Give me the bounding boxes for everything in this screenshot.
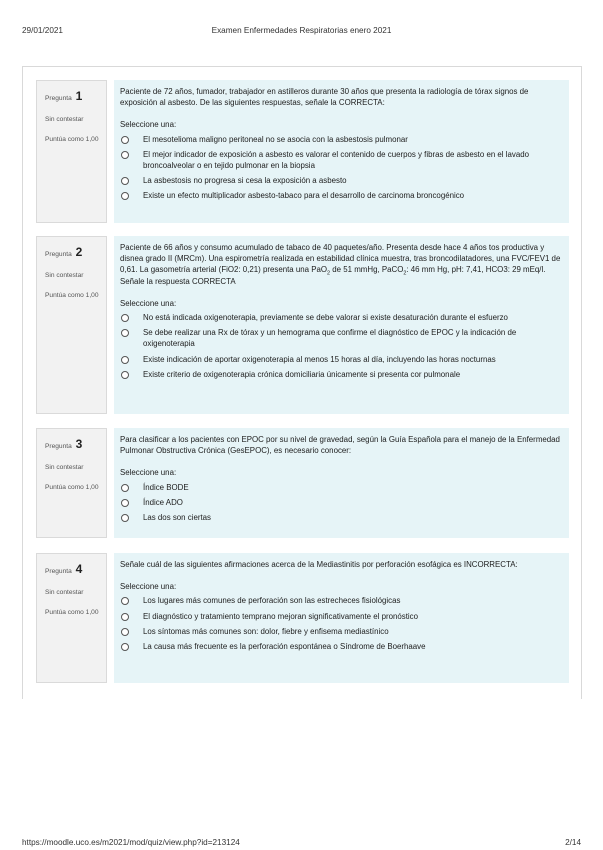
- answer-option[interactable]: Existe indicación de aportar oxigenoterapia al menos 15 horas al día, incluyendo las horas nocturnas: [120, 354, 563, 365]
- radio-icon[interactable]: [121, 643, 129, 651]
- question-state: Sin contestar: [45, 464, 84, 471]
- question-mark: Puntúa como 1,00: [45, 292, 99, 299]
- question-4: [36, 553, 569, 683]
- answer-option[interactable]: Existe criterio de oxigenoterapia crónica domiciliaria únicamente si presenta cor pulmonale: [120, 369, 563, 380]
- question-content: [114, 553, 569, 683]
- radio-icon[interactable]: [121, 151, 129, 159]
- question-number: 1: [75, 89, 83, 103]
- radio-icon[interactable]: [121, 177, 129, 185]
- question-mark: Puntúa como 1,00: [45, 484, 99, 491]
- answer-list: [120, 482, 563, 524]
- radio-icon[interactable]: [121, 484, 129, 492]
- answer-prompt: Seleccione una:: [120, 582, 177, 592]
- question-1: [36, 80, 569, 223]
- radio-icon[interactable]: [121, 314, 129, 322]
- question-number: 4: [75, 562, 83, 576]
- answer-option[interactable]: Índice BODE: [120, 482, 563, 493]
- question-state: Sin contestar: [45, 589, 84, 596]
- answer-option[interactable]: La asbestosis no progresa si cesa la exposición a asbesto: [120, 175, 563, 186]
- answer-option[interactable]: Se debe realizar una Rx de tórax y un hemograma que confirme el diagnóstico de EPOC y la indicación de oxigenoterapia: [120, 327, 563, 349]
- question-mark: Puntúa como 1,00: [45, 609, 99, 616]
- question-text: Para clasificar a los pacientes con EPOC por su nivel de gravedad, según la Guía Española para el manejo de la Enfermedad Pulmonar Obstructiva Crónica (GesEPOC), es necesario conocer:: [120, 435, 560, 456]
- radio-icon[interactable]: [121, 192, 129, 200]
- radio-icon[interactable]: [121, 356, 129, 364]
- radio-icon[interactable]: [121, 597, 129, 605]
- answer-option[interactable]: El mesotelioma maligno peritoneal no se asocia con la asbestosis pulmonar: [120, 134, 563, 145]
- radio-icon[interactable]: [121, 329, 129, 337]
- radio-icon[interactable]: [121, 628, 129, 636]
- question-content: [114, 80, 569, 223]
- answer-prompt: Seleccione una:: [120, 298, 177, 308]
- question-content: [114, 236, 569, 414]
- answer-prompt: Seleccione una:: [120, 120, 177, 130]
- print-date: 29/01/2021: [22, 26, 63, 35]
- answer-list: [120, 595, 563, 652]
- question-label: Pregunta 1: [45, 89, 83, 103]
- question-text: Señale cuál de las siguientes afirmaciones acerca de la Mediastinitis por perforación esofágica es INCORRECTA:: [120, 560, 518, 569]
- question-info: [36, 236, 107, 414]
- question-info: [36, 80, 107, 223]
- question-number: 2: [75, 245, 83, 259]
- print-page-number: 2/14: [565, 838, 581, 847]
- answer-option[interactable]: Los síntomas más comunes son: dolor, fiebre y enfisema mediastínico: [120, 626, 563, 637]
- answer-option[interactable]: El diagnóstico y tratamiento temprano mejoran significativamente el pronóstico: [120, 611, 563, 622]
- answer-option[interactable]: No está indicada oxigenoterapia, previamente se debe valorar si existe desaturación durante el esfuerzo: [120, 312, 563, 323]
- radio-icon[interactable]: [121, 136, 129, 144]
- radio-icon[interactable]: [121, 514, 129, 522]
- print-footer: [22, 838, 581, 850]
- question-state: Sin contestar: [45, 272, 84, 279]
- question-info: [36, 428, 107, 538]
- answer-option[interactable]: El mejor indicador de exposición a asbesto es valorar el contenido de cuerpos y fibras de asbesto en el lavado broncoalveolar o en tejido pulmonar en la biopsia: [120, 149, 563, 171]
- question-label: Pregunta 3: [45, 437, 83, 451]
- answer-option[interactable]: Índice ADO: [120, 497, 563, 508]
- answer-option[interactable]: Los lugares más comunes de perforación son las estrecheces fisiológicas: [120, 595, 563, 606]
- question-content: [114, 428, 569, 538]
- answer-prompt: Seleccione una:: [120, 468, 177, 478]
- radio-icon[interactable]: [121, 613, 129, 621]
- radio-icon[interactable]: [121, 499, 129, 507]
- question-label: Pregunta 2: [45, 245, 83, 259]
- print-url: https://moodle.uco.es/m2021/mod/quiz/view.php?id=213124: [22, 838, 240, 847]
- answer-option[interactable]: La causa más frecuente es la perforación espontánea o Síndrome de Boerhaave: [120, 641, 563, 652]
- question-number: 3: [75, 437, 83, 451]
- radio-icon[interactable]: [121, 371, 129, 379]
- question-3: [36, 428, 569, 538]
- question-info: [36, 553, 107, 683]
- question-label: Pregunta 4: [45, 562, 83, 576]
- question-mark: Puntúa como 1,00: [45, 136, 99, 143]
- question-2: [36, 236, 569, 414]
- answer-list: [120, 312, 563, 380]
- answer-list: [120, 134, 563, 202]
- answer-option[interactable]: Existe un efecto multiplicador asbesto-tabaco para el desarrollo de carcinoma broncogénico: [120, 190, 563, 201]
- answer-option[interactable]: Las dos son ciertas: [120, 512, 563, 523]
- print-title: Examen Enfermedades Respiratorias enero 2021: [211, 26, 392, 35]
- question-text: Paciente de 66 años y consumo acumulado de tabaco de 40 paquetes/año. Presenta desde hace 4 años tos productiva y disnea grado II (MRCm). Una espirometría realizada en estabilidad clínica muestra, tras broncodilatadores, una FVC/FEV1 de 0,61. La gasometría arterial (FiO2: 0,21) presenta una PaO$_2$ de 51 mmHg, PaCO$_2$: 46 mm Hg, pH: 7,41, HCO3: 29 mEq/l. Señale la respuesta CORRECTA: [120, 243, 561, 286]
- print-header: [22, 26, 581, 38]
- question-text: Paciente de 72 años, fumador, trabajador en astilleros durante 30 años que presenta la radiología de tórax signos de exposición al asbesto. De las siguientes respuestas, señale la CORRECTA:: [120, 87, 529, 108]
- question-state: Sin contestar: [45, 116, 84, 123]
